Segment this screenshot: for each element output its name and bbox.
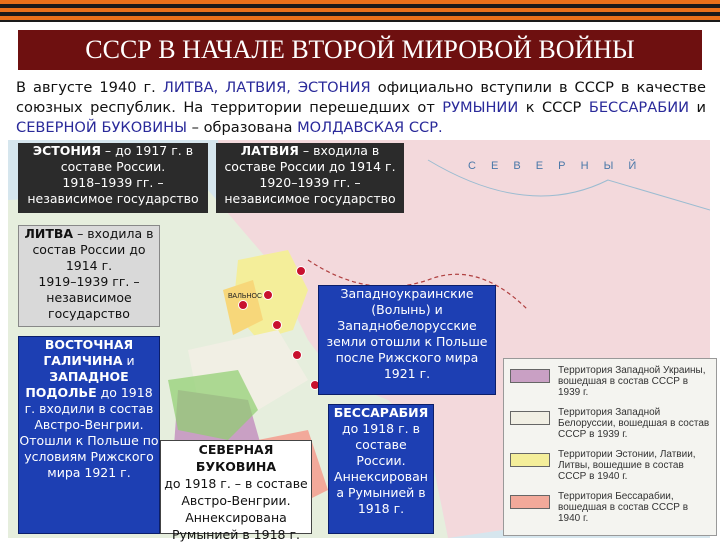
- legend-label-west-ukraine: Территория Западной Украины, вошедшая в состав СССР в 1939 г.: [558, 365, 706, 398]
- estonia-text-1: – до 1917 г. в составе России.: [60, 143, 194, 174]
- latvia-name: ЛАТВИЯ: [240, 143, 299, 158]
- bukovina-text: до 1918 г. – в составе Австро-Венгрии. Аннексирована Румынией в 1918 г.: [164, 476, 308, 542]
- intro-text-2: официально вступили в СССР в качестве союзных республик. На территории перешедших от: [16, 79, 707, 116]
- galicia-info-box: [18, 336, 160, 534]
- lithuania-text-1: – входила в состав России до 1914 г.: [32, 226, 154, 273]
- city-marker-lvov: [292, 350, 302, 360]
- intro-highlight-baltic: ЛИТВА, ЛАТВИЯ, ЭСТОНИЯ: [162, 79, 371, 96]
- bessarabia-name: БЕССАРАБИЯ: [333, 405, 429, 420]
- intro-highlight-bukovina: СЕВЕРНОЙ БУКОВИНЫ: [16, 119, 187, 136]
- legend-label-baltic: Территории Эстонии, Латвии, Литвы, вошедшие в состав СССР в 1940 г.: [558, 449, 696, 482]
- map-legend: [503, 358, 717, 536]
- latvia-text-2: 1920–1939 гг. – независимое государство: [224, 175, 396, 206]
- city-label-valnos: ВАЛЬНОС: [228, 293, 263, 300]
- city-marker-vilnius: [238, 300, 248, 310]
- lithuania-text-2: 1919–1939 гг. – независимое государство: [38, 274, 140, 321]
- top-decorative-stripe: [0, 0, 720, 22]
- intro-highlight-bessarabia: БЕССАРАБИИ: [588, 99, 690, 116]
- latvia-info-box: [216, 143, 404, 213]
- legend-swatch-baltic: [510, 453, 550, 467]
- estonia-name: ЭСТОНИЯ: [32, 143, 101, 158]
- legend-swatch-bessarabia: [510, 495, 550, 509]
- city-marker-minsk: [272, 320, 282, 330]
- galicia-name: ВОСТОЧНАЯ ГАЛИЧИНА: [43, 337, 134, 368]
- legend-swatch-west-ukraine: [510, 369, 550, 383]
- estonia-text-2: 1918–1939 гг. – независимое государство: [27, 175, 199, 206]
- bukovina-info-box: [160, 440, 312, 542]
- intro-text-1: В августе 1940 г.: [16, 79, 163, 96]
- intro-text-5: – образована: [187, 119, 298, 136]
- galicia-and: и: [122, 353, 135, 368]
- bessarabia-info-box: [328, 404, 434, 534]
- lithuania-info-box: [18, 225, 160, 327]
- intro-highlight-romania: РУМЫНИИ: [442, 99, 519, 116]
- bukovina-name: СЕВЕРНАЯ БУКОВИНА: [195, 442, 277, 474]
- lithuania-name: ЛИТВА: [24, 226, 74, 241]
- legend-swatch-west-belarus: [510, 411, 550, 425]
- latvia-text-1: – входила в составе России до 1914 г.: [224, 143, 396, 174]
- sea-label: С Е В Е Р Н Ы Й: [468, 160, 643, 172]
- intro-text-3: к СССР: [518, 99, 589, 116]
- galicia-text: до 1918 г. входили в состав Австро-Венгрии. Отошли к Польше по условиям Рижского мира 1921 г.: [19, 385, 159, 480]
- city-marker-tallinn: [296, 266, 306, 276]
- legend-label-west-belarus: Территория Западной Белоруссии, вошедшая в состав СССР в 1939 г.: [558, 407, 710, 440]
- intro-highlight-moldavia: МОЛДАВСКАЯ ССР.: [297, 119, 443, 136]
- western-lands-text: Западноукраинские (Волынь) и Западнобелорусские земли отошли к Польше после Рижского мира 1921 г.: [326, 286, 488, 381]
- intro-text-4: и: [689, 99, 707, 116]
- bessarabia-text: до 1918 г. в составе России. Аннексирован а Румынией в 1918 г.: [334, 421, 428, 516]
- estonia-info-box: [18, 143, 208, 213]
- western-lands-info-box: [318, 285, 496, 395]
- legend-label-bessarabia: Территория Бессарабии, вошедшая в состав СССР в 1940 г.: [558, 491, 689, 524]
- podolia-name: ЗАПАДНОЕ ПОДОЛЬЕ: [25, 369, 129, 400]
- city-marker-riga: [263, 290, 273, 300]
- page-title: СССР В НАЧАЛЕ ВТОРОЙ МИРОВОЙ ВОЙНЫ: [18, 30, 702, 70]
- intro-paragraph: [16, 78, 706, 138]
